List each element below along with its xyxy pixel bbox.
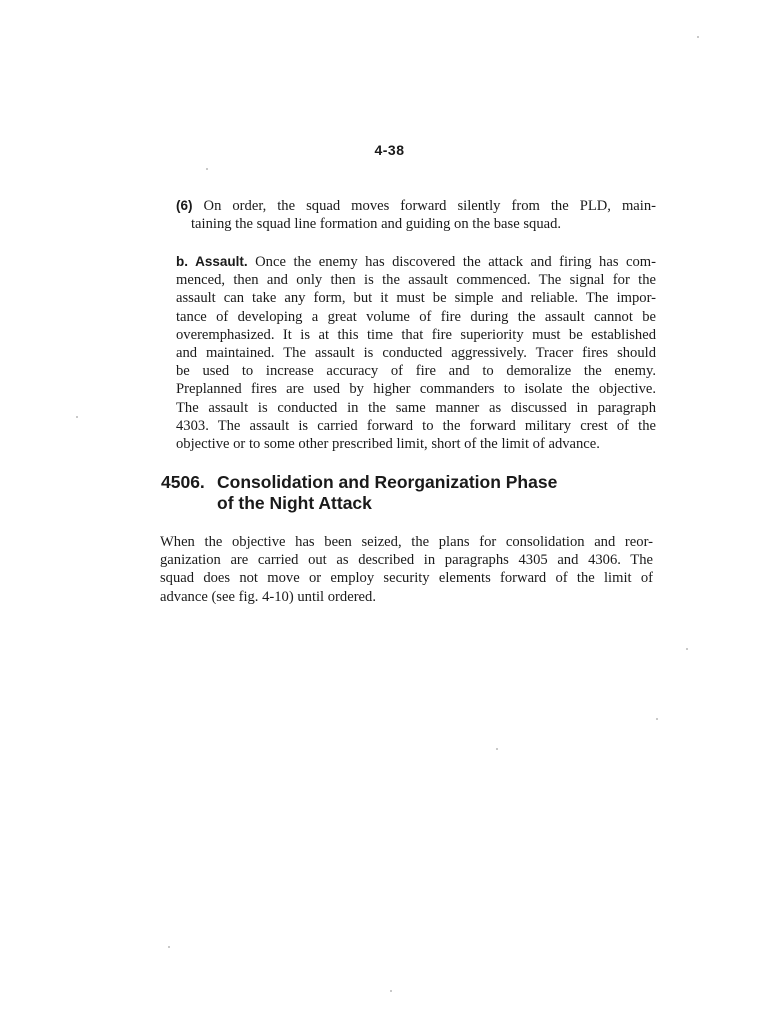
- paragraph-final-line-2: ganization are carried out as described in paragraphs 4305 and 4306. The: [160, 552, 653, 569]
- scan-speck: [656, 718, 658, 720]
- paragraph-6: [176, 197, 656, 233]
- section-title-line-2: of the Night Attack: [217, 493, 372, 513]
- scan-speck: [76, 416, 78, 418]
- paragraph-final-line-3: squad does not move or employ security elements forward of the limit of: [160, 570, 653, 587]
- paragraph-b-line-2: menced, then and only then is the assault commenced. The signal for the: [176, 272, 656, 289]
- paragraph-b-line-6: and maintained. The assault is conducted aggressively. Tracer fires should: [176, 345, 656, 362]
- paragraph-6-text-1: On order, the squad moves forward silently from the PLD, main-: [203, 198, 656, 214]
- scan-speck: [206, 168, 208, 170]
- paragraph-b-line-7: be used to increase accuracy of fire and to demoralize the enemy.: [176, 363, 656, 380]
- paragraph-consolidation: [160, 533, 653, 606]
- paragraph-b-line-8: Preplanned fires are used by higher commanders to isolate the objective.: [176, 381, 656, 398]
- paragraph-final-line-4: advance (see fig. 4-10) until ordered.: [160, 588, 376, 605]
- paragraph-b-text-1: Once the enemy has discovered the attack and firing has com-: [255, 254, 656, 270]
- paragraph-6-line-2: taining the squad line formation and guiding on the base squad.: [191, 216, 562, 233]
- scan-speck: [686, 648, 688, 650]
- paragraph-b-line-10: 4303. The assault is carried forward to the forward military crest of the: [176, 417, 656, 434]
- paragraph-b-line-9: The assault is conducted in the same manner as discussed in paragraph: [176, 399, 656, 416]
- section-heading-4506: [161, 472, 557, 514]
- scan-speck: [390, 990, 392, 992]
- paragraph-b-line-5: overemphasized. It is at this time that fire superiority must be established: [176, 326, 656, 343]
- scan-speck: [496, 748, 498, 750]
- paragraph-b-label: b. Assault.: [176, 254, 248, 269]
- section-title-line-1: Consolidation and Reorganization Phase: [217, 472, 558, 492]
- paragraph-b-line-1: [176, 253, 656, 271]
- paragraph-b-line-3: assault can take any form, but it must be simple and reliable. The impor-: [176, 290, 656, 307]
- paragraph-b-line-11: objective or to some other prescribed limit, short of the limit of advance.: [176, 436, 600, 453]
- section-number: 4506.: [161, 472, 205, 492]
- scan-speck: [168, 946, 170, 948]
- paragraph-final-line-1: When the objective has been seized, the plans for consolidation and reor-: [160, 534, 653, 550]
- paragraph-6-label: (6): [176, 198, 193, 213]
- paragraph-b-line-4: tance of developing a great volume of fire during the assault cannot be: [176, 308, 656, 325]
- paragraph-6-line-1: [176, 197, 656, 215]
- paragraph-b-assault: [176, 253, 656, 453]
- page-number: 4-38: [374, 142, 405, 158]
- scan-speck: [697, 36, 699, 38]
